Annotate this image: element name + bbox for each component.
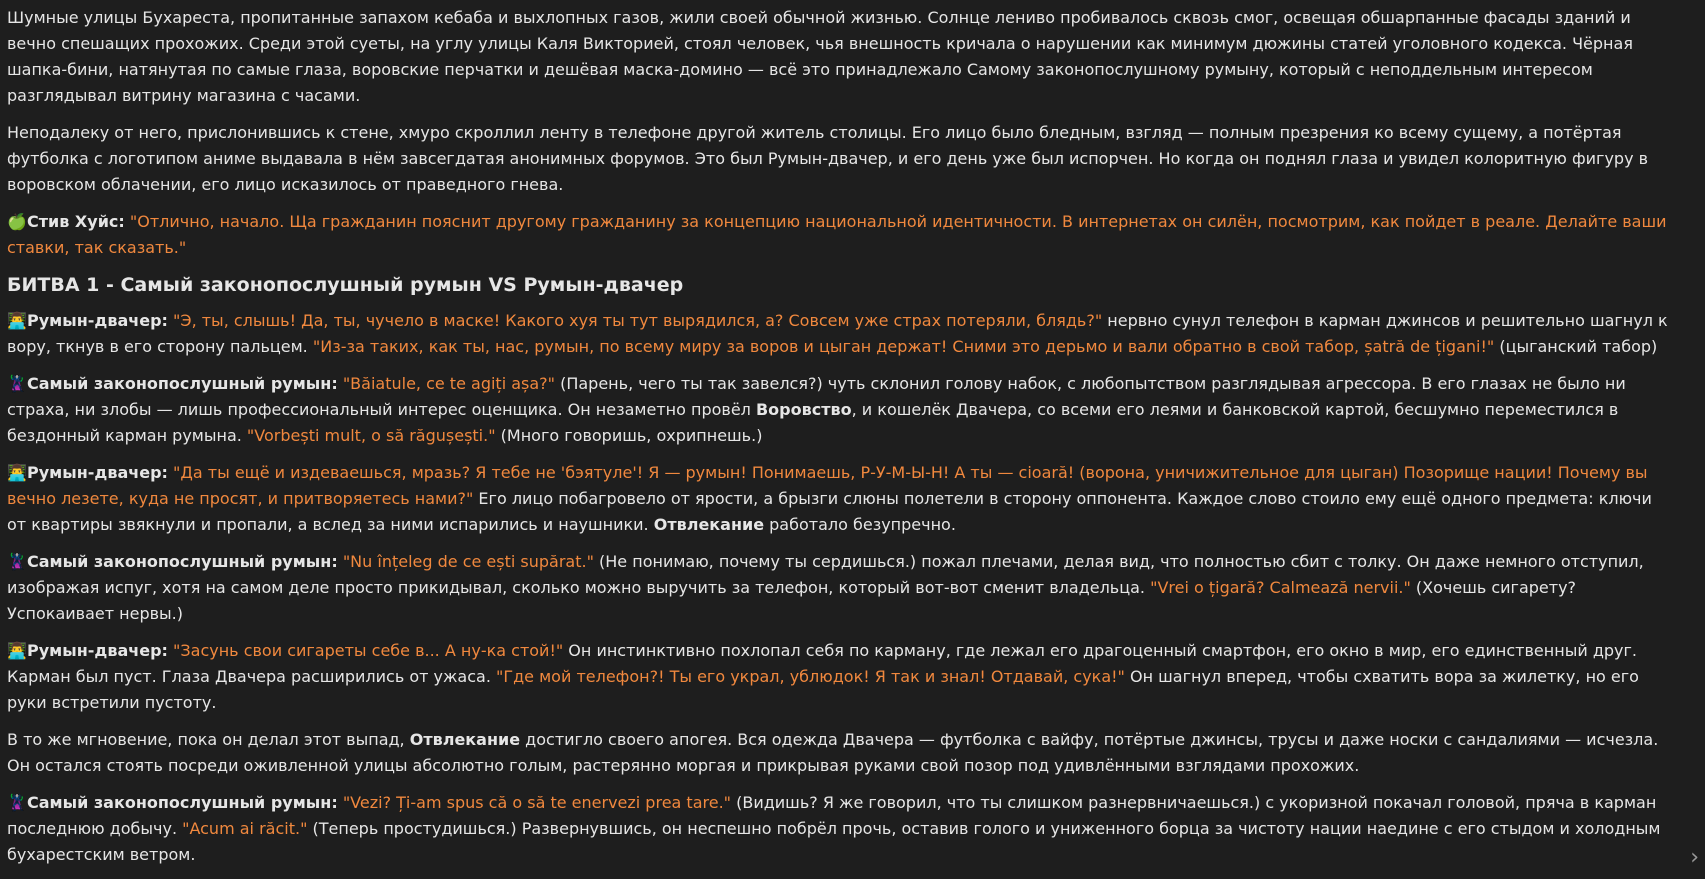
green-apple-icon: 🍏 — [7, 212, 27, 231]
dialogue-line — [7, 549, 1675, 627]
speaker-name: Самый законопослушный румын: — [27, 793, 338, 812]
narration-text: (Парень, чего ты так завелся?) чуть склонил голову набок, с любопытством разглядывая агрессора. В его глазах не было ни страха, ни злобы — лишь профессиональный интерес оценщика. Он незаметно провёл — [7, 374, 1626, 419]
speaker-name: Самый законопослушный румын: — [27, 374, 338, 393]
quote: "Да ты ещё и издеваешься, мразь? Я тебе не 'бэятуле'! Я — румын! Понимаешь, Р-У-М-Ы-Н! А ты — cioară! (ворона, уничижительное для цыган) Позорище нации! Почему вы вечно лезете, куда не просят, и притворяетесь нами?" — [7, 463, 1648, 508]
narration-text: Шумные улицы Бухареста, пропитанные запахом кебаба и выхлопных газов, жили своей обычной жизнью. Солнце лениво пробивалось сквозь смог, освещая обшарпанные фасады зданий и вечно спешащих прохожих. Среди этой суеты, на углу улицы Каля Викторией, стоял человек, чья внешность кричала о нарушении как минимум дюжины статей уголовного кодекса. Чёрная шапка-бини, натянутая по самые глаза, воровские перчатки и дешёвая маска-домино — всё это принадлежало Самому законопослушному румыну, который с неподдельным интересом разглядывал витрину магазина с часами. — [7, 8, 1633, 105]
technologist-icon: 👨‍💻 — [7, 641, 27, 660]
quote: "Э, ты, слышь! Да, ты, чучело в маске! Какого хуя ты тут вырядился, а? Совсем уже страх потеряли, блядь?" — [173, 311, 1103, 330]
technologist-icon: 👨‍💻 — [7, 311, 27, 330]
quote: "Vezi? Ți-am spus că o să te enervezi prea tare." — [342, 793, 732, 812]
quote: "Nu înțeleg de ce ești supărat." — [342, 552, 594, 571]
speaker-name: Румын-двачер: — [27, 311, 168, 330]
skill-name: Воровство — [755, 400, 852, 419]
narration-text: В то же мгновение, пока он делал этот выпад, — [7, 730, 410, 749]
narration-text: (Видишь? Я же говорил, что ты слишком разнервничаешься.) с укоризной покачал головой, пряча в карман последнюю добычу. — [7, 793, 1657, 838]
dialogue-line — [7, 371, 1675, 449]
supervillain-icon: 🦹 — [7, 374, 27, 393]
skill-name: Отвлекание — [409, 730, 521, 749]
narration-text: (Не понимаю, почему ты сердишься.) пожал плечами, делая вид, что полностью сбит с толку. Он даже немного отступил, изображая испуг, хотя на самом деле просто прикидывал, сколько можно выручить за телефон, который вот-вот сменит владельца. — [7, 552, 1644, 597]
narration-text: (Много говоришь, охрипнешь.) — [495, 426, 763, 445]
narration-text: (Теперь простудишься.) Развернувшись, он неспешно побрёл прочь, оставив голого и униженного борца за чистоту нации наедине с его стыдом и холодным бухарестским ветром. — [7, 819, 1661, 864]
narration-text: , и кошелёк Двачера, со всеми его леями и банковской картой, бесшумно переместился в бездонный карман румына. — [7, 400, 1619, 445]
quote: "Vrei o țigară? Calmează nervii." — [1150, 578, 1411, 597]
narration-text: работало безупречно. — [764, 515, 956, 534]
narration-text: Неподалеку от него, прислонившись к стене, хмуро скроллил ленту в телефоне другой житель столицы. Его лицо было бледным, взгляд — полным презрения ко всему сущему, а потёртая футболка с логотипом аниме выдавала в нём завсегдатая анонимных форумов. Это был Румын-двачер, и его день уже был испорчен. Но когда он поднял глаза и увидел колоритную фигуру в воровском облачении, его лицо исказилось от праведного гнева. — [7, 123, 1649, 194]
battle-heading: БИТВА 1 - Самый законопослушный румын VS Румын-двачер — [7, 274, 684, 296]
quote: "Vorbești mult, o să răgușești." — [246, 426, 496, 445]
narration-text: Он шагнул вперед, чтобы схватить вора за жилетку, но его руки встретили пустоту. — [7, 667, 1639, 712]
quote: "Acum ai răcit." — [182, 819, 308, 838]
steve-line — [7, 209, 1675, 261]
speaker-name: Стив Хуйс: — [27, 212, 125, 231]
chevron-right-icon[interactable]: › — [1690, 845, 1699, 870]
technologist-icon: 👨‍💻 — [7, 463, 27, 482]
narration-text: достигло своего апогея. Вся одежда Двачера — футболка с вайфу, потёртые джинсы, трусы и даже носки с сандалиями — исчезла. Он остался стоять посреди оживленной улицы абсолютно голым, растерянно моргая и прикрывая руками свой позор под удивлёнными взглядами прохожих. — [7, 730, 1659, 775]
speaker-name: Самый законопослушный румын: — [27, 552, 338, 571]
dialogue-line — [7, 790, 1675, 868]
speaker-name: Румын-двачер: — [27, 641, 168, 660]
narration-paragraph — [7, 5, 1675, 109]
narration-text: (цыганский табор) — [1494, 337, 1658, 356]
quote: "Băiatule, ce te agiți așa?" — [342, 374, 556, 393]
quote: "Засунь свои сигареты себе в... А ну-ка стой!" — [173, 641, 564, 660]
narration-paragraph — [7, 727, 1675, 779]
narration-text: (Хочешь сигарету? Успокаивает нервы.) — [7, 578, 1577, 623]
dialogue-line — [7, 460, 1675, 538]
narration-text: нервно сунул телефон в карман джинсов и решительно шагнул к вору, ткнув в его сторону пальцем. — [7, 311, 1668, 356]
narration-text: Он инстинктивно похлопал себя по карману, где лежал его драгоценный смартфон, его окно в мир, его единственный друг. Карман был пуст. Глаза Двачера расширились от ужаса. — [7, 641, 1637, 686]
speaker-name: Румын-двачер: — [27, 463, 168, 482]
supervillain-icon: 🦹 — [7, 793, 27, 812]
quote: "Из-за таких, как ты, нас, румын, по всему миру за воров и цыган держат! Сними это дерьмо и вали обратно в свой табор, șatră de țigani!" — [312, 337, 1495, 356]
supervillain-icon: 🦹 — [7, 552, 27, 571]
quote: "Где мой телефон?! Ты его украл, ублюдок! Я так и знал! Отдавай, сука!" — [495, 667, 1125, 686]
skill-name: Отвлекание — [653, 515, 765, 534]
dialogue-line — [7, 638, 1675, 716]
narration-text: Его лицо побагровело от ярости, а брызги слюны полетели в сторону оппонента. Каждое слово стоило ему ещё одного предмета: ключи от квартиры звякнули и пропали, а вслед за ними испарились и наушники. — [7, 489, 1652, 534]
narration-paragraph — [7, 120, 1675, 198]
quote: "Отлично, начало. Ща гражданин пояснит другому гражданину за концепцию национальной идентичности. В интернетах он силён, посмотрим, как пойдет в реале. Делайте ваши ставки, так сказать." — [7, 212, 1667, 257]
story-content — [7, 5, 1675, 879]
dialogue-line — [7, 308, 1675, 360]
